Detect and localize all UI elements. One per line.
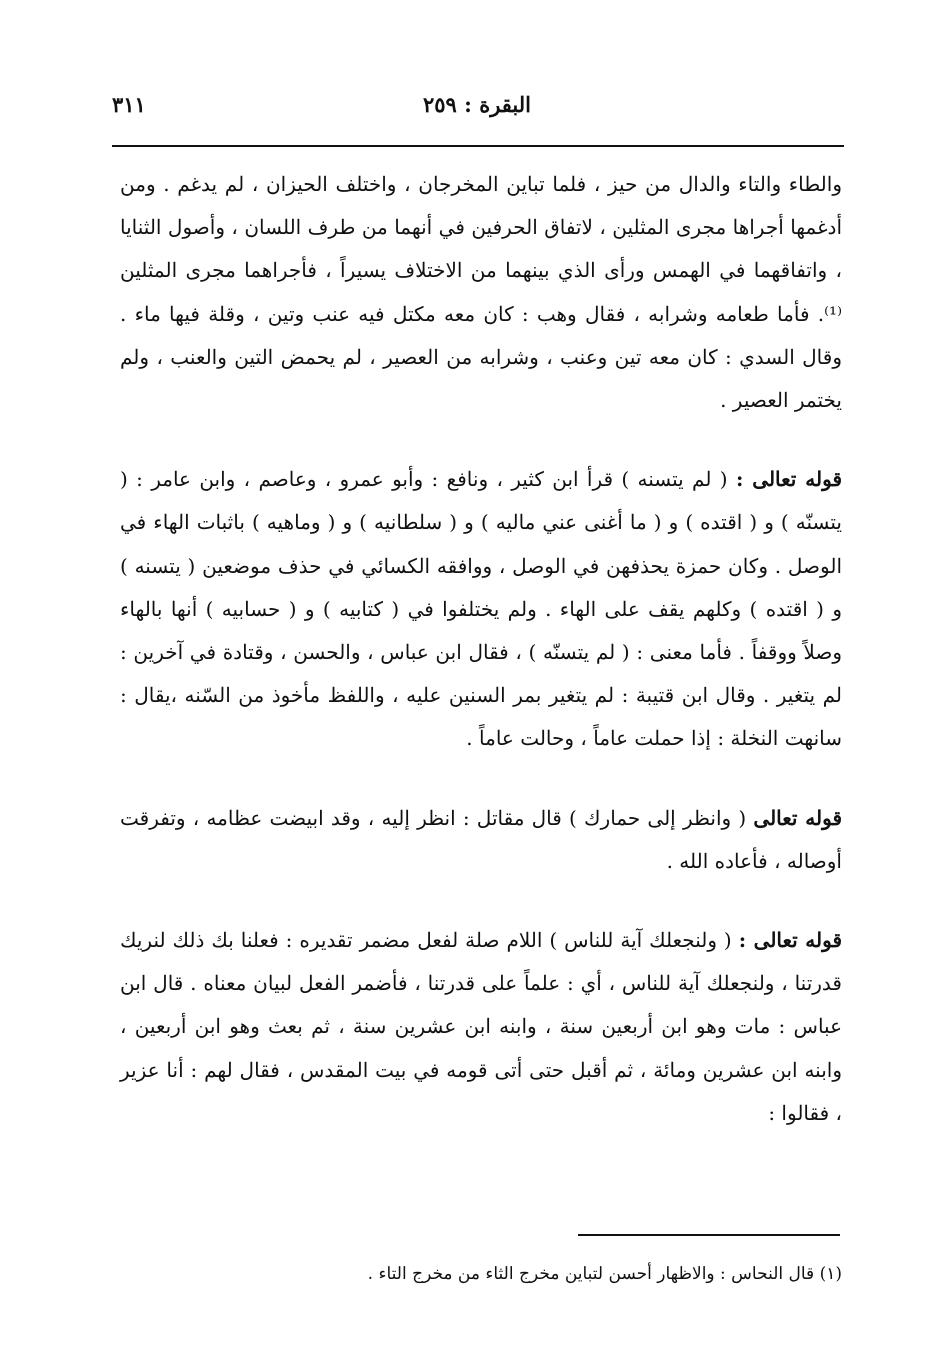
paragraph-3-text: ( وانظر إلى حمارك ) قال مقاتل : انظر إليه ، وقد ابيضت عظامه ، وتفرقت أوصاله ، فأعاده الله . [120, 805, 842, 873]
header-divider [112, 145, 844, 147]
paragraph-2-heading: قوله تعالى : [735, 467, 842, 492]
surah-verse-reference: البقرة : ٢٥٩ [423, 92, 531, 117]
page-header [112, 92, 842, 126]
paragraph-4 [120, 919, 842, 1135]
paragraph-2 [120, 458, 842, 760]
paragraph-4-text: ( ولنجعلك آية للناس ) اللام صلة لفعل مضمر تقديره : فعلنا بك ذلك لنريك قدرتنا ، ولنجعلك آية للناس ، أي : علماً على قدرتنا ، فأضمر الفعل لبيان معناه . قال ابن عباس : مات وهو ابن أربعين سنة ، وابنه ابن عشرين سنة ، ثم بعث وهو ابن أربعين ، وابنه ابن عشرين ومائة ، ثم أقبل حتى أتى قومه في بيت المقدس ، فقال لهم : أنا عزير ، فقالوا : [120, 928, 843, 1125]
paragraph-2-text: ( لم يتسنه ) قرأ ابن كثير ، ونافع : وأبو عمرو ، وعاصم ، وابن عامر : ( يتسنّه ) و ( اقتده ) و ( ما أغنى عني ماليه ) و ( سلطانيه ) و ( وماهيه ) باثبات الهاء في الوصل . وكان حمزة يحذفهن في الوصل ، ووافقه الكسائي في حذف موضعين ( يتسنه ) و ( اقتده ) وكلهم يقف على الهاء . ولم يختلفوا في ( كتابيه ) و ( حسابيه ) أنها بالهاء وصلاً ووقفاً . فأما معنى : ( لم يتسنّه ) ، فقال ابن عباس ، والحسن ، وقتادة في آخرين : لم يتغير . وقال ابن قتيبة : لم يتغير بمر السنين عليه ، واللفظ مأخوذ من السّنه ،يقال : سانهت النخلة : إذا حملت عاماً ، وحالت عاماً . [120, 467, 843, 751]
page-number: ٣١١ [112, 92, 146, 117]
main-text [120, 163, 842, 1135]
paragraph-1 [120, 163, 842, 422]
footnote: (١) قال النحاس : والاظهار أحسن لتباين مخرج الثاء من مخرج التاء . [367, 1264, 842, 1284]
paragraph-4-heading: قوله تعالى : [738, 928, 843, 953]
paragraph-3-heading: قوله تعالى [753, 805, 843, 830]
paragraph-1-text: والطاء والتاء والدال من حيز ، فلما تباين المخرجان ، واختلف الحيزان ، لم يدغم . ومن أدغمها أجراها مجرى المثلين ، لاتفاق الحرفين في أنهما من طرف اللسان ، وأصول الثنايا ، واتفاقهما في الهمس ورأى الذي بينهما من الاختلاف يسيراً ، فأجراهما مجرى المثلين ⁽¹⁾. فأما طعامه وشرابه ، فقال وهب : كان معه مكتل فيه عنب وتين ، وقلة فيها ماء . وقال السدي : كان معه تين وعنب ، وشرابه من العصير ، لم يحمض التين والعنب ، ولم يختمر العصير . [120, 172, 842, 413]
footnote-divider [578, 1234, 840, 1236]
paragraph-3 [120, 797, 842, 883]
